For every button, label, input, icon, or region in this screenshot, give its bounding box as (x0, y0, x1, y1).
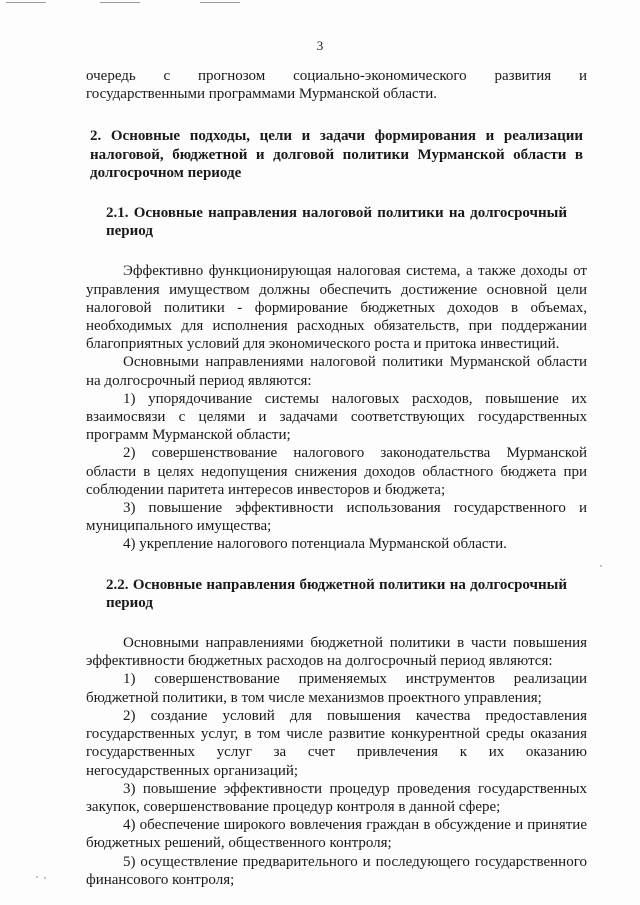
list-item: 1) упорядочивание системы налоговых расходов, повышение их взаимосвязи с целями и задачами соответствующих государственных программ Мурманской области; (86, 390, 587, 444)
list-item: 2) создание условий для повышения качества предоставления государственных услуг, в том числе развитие конкурентной среды оказания государственных услуг за счет привлечения к их оказанию негосударственных организаций; (86, 707, 587, 779)
list-item: 4) укрепление налогового потенциала Мурманской области. (123, 536, 507, 553)
list-item: 3) повышение эффективности процедур проведения государственных закупок, совершенствование процедур контроля в данной сфере; (86, 780, 587, 815)
section-2-1-paragraph-1: Эффективно функционирующая налоговая система, а также доходы от управления имуществом должны обеспечить достижение основной цели налоговой политики - формирование бюджетных доходов в объемах, необходимых для исполнения расходных обязательств, при поддержании благоприятных условий для экономического роста и притока инвестиций. (86, 263, 587, 353)
top-scan-line-right (200, 2, 240, 3)
section-2-1-paragraph-2: Основными направлениями налоговой политики Мурманской области на долгосрочный период являются: (86, 354, 587, 389)
list-item: 1) совершенствование применяемых инструментов реализации бюджетной политики, в том числе механизмов проектного управления; (86, 671, 587, 706)
page-number: 3 (316, 38, 324, 53)
top-scan-line-mid (100, 2, 140, 3)
list-item: 5) осуществление предварительного и последующего государственного финансового контроля; (86, 853, 587, 888)
document-body (86, 67, 587, 889)
section-2-heading: 2. Основные подходы, цели и задачи формирования и реализации налоговой, бюджетной и долговой политики Мурманской области в долгосрочном периоде (90, 128, 583, 181)
section-2-2-paragraph-1: Основными направлениями бюджетной политики в части повышения эффективности бюджетных расходов на долгосрочный период являются: (86, 635, 587, 670)
intro-line-2: государственными программами Мурманской области. (86, 86, 438, 103)
list-item: 3) повышение эффективности использования государственного и муниципального имущества; (86, 500, 587, 535)
intro-line-1: очередь с прогнозом социально-экономического развития и (86, 68, 587, 84)
section-2-2-heading: 2.2. Основные направления бюджетной политики на долгосрочный период (106, 576, 567, 611)
section-2-1-heading: 2.1. Основные направления налоговой политики на долгосрочный период (106, 205, 567, 240)
top-scan-line-left (6, 2, 46, 3)
list-item: 2) совершенствование налогового законодательства Мурманской области в целях недопущения снижения доходов областного бюджета при соблюдении паритета интересов инвесторов и бюджета; (86, 445, 587, 498)
scan-speck (600, 565, 602, 567)
list-item: 4) обеспечение широкого вовлечения граждан в обсуждение и принятие бюджетных решений, общественного контроля; (86, 817, 587, 852)
scan-speck (36, 876, 38, 878)
scan-speck (44, 877, 46, 879)
